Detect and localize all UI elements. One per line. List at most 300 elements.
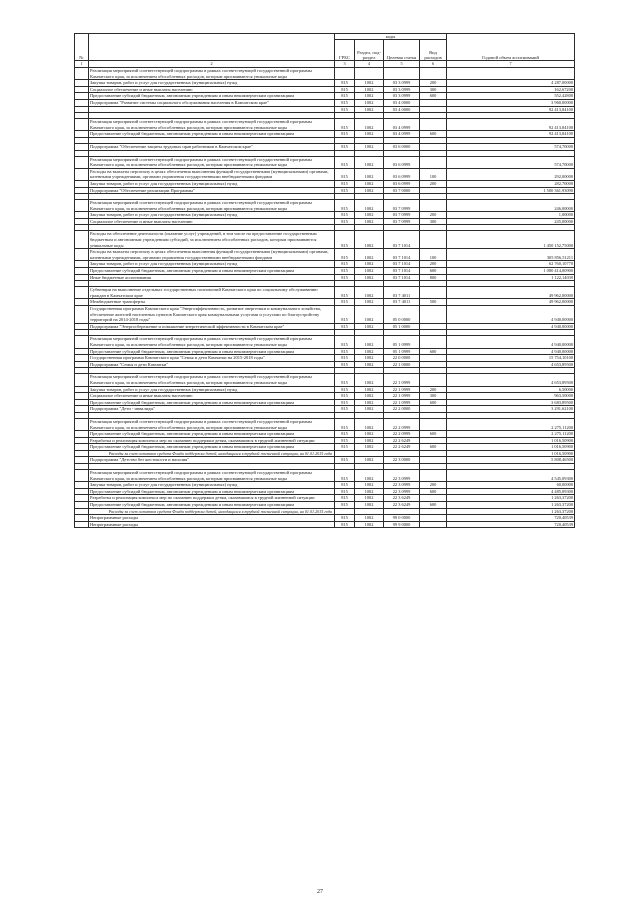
grbs-cell: 815 bbox=[335, 444, 355, 451]
table-row bbox=[75, 393, 575, 400]
grbs-cell: 815 bbox=[335, 86, 355, 93]
target-cell: 03 6 0000 bbox=[384, 143, 420, 150]
grbs-cell: 815 bbox=[335, 482, 355, 489]
section-cell: 1002 bbox=[355, 482, 384, 489]
amount-cell: 1 450 152,75000 bbox=[447, 231, 575, 249]
row-name-cell: Предоставление субсидий бюджетным, автономным учреждениям и иным некоммерческим организациям bbox=[89, 348, 335, 355]
target-cell: 22 1 0999 bbox=[384, 374, 420, 386]
row-name-cell: Закупка товаров, работ и услуг для государственных (муниципальных) нужд bbox=[89, 386, 335, 393]
section-cell: 1002 bbox=[355, 406, 384, 413]
row-name-cell: Закупка товаров, работ и услуг для государственных (муниципальных) нужд bbox=[89, 212, 335, 219]
table-row bbox=[75, 418, 575, 430]
amount-cell: 574,70000 bbox=[447, 156, 575, 168]
grbs-cell: 815 bbox=[335, 80, 355, 87]
amount-cell: 4 287,00000 bbox=[447, 80, 575, 87]
amount-cell: 60,00000 bbox=[447, 482, 575, 489]
row-number-cell bbox=[75, 399, 89, 406]
target-cell: 03 7 4011 bbox=[384, 299, 420, 306]
amount-cell: 15 754,10100 bbox=[447, 355, 575, 362]
grbs-cell: 815 bbox=[335, 457, 355, 464]
table-row bbox=[75, 431, 575, 438]
table-row bbox=[75, 119, 575, 131]
target-cell: 03 3 0999 bbox=[384, 80, 420, 87]
row-name-cell: Предоставление субсидий бюджетным, автономным учреждениям и иным некоммерческим организациям bbox=[89, 268, 335, 275]
target-cell: 22 3 6249 bbox=[384, 502, 420, 509]
column-number: 6 bbox=[420, 61, 447, 68]
section-cell: 1002 bbox=[355, 249, 384, 261]
section-cell: 1002 bbox=[355, 355, 384, 362]
section-cell: 1002 bbox=[355, 156, 384, 168]
kind-cell bbox=[420, 306, 447, 324]
row-name-cell: Реализация мероприятий соответствующей подпрограммы в рамках соответствующей государственной программы Камчатского края, за исключением обособленных расходов, которым присваиваются уникальные коды bbox=[89, 68, 335, 80]
amount-cell bbox=[447, 68, 575, 80]
row-number-cell bbox=[75, 361, 89, 368]
note-row bbox=[75, 508, 575, 515]
table-row bbox=[75, 355, 575, 362]
target-cell: 03 6 0999 bbox=[384, 168, 420, 180]
column-number: 7 bbox=[447, 61, 575, 68]
section-cell: 1002 bbox=[355, 399, 384, 406]
kind-cell bbox=[420, 68, 447, 80]
table-row bbox=[75, 80, 575, 87]
grbs-cell: 815 bbox=[335, 355, 355, 362]
row-name-cell: Социальное обеспечение и иные выплаты населению bbox=[89, 218, 335, 225]
row-number-cell bbox=[75, 231, 89, 249]
page-number: 27 bbox=[317, 889, 323, 895]
row-name-cell: Подпрограмма "Дети - инвалиды" bbox=[89, 406, 335, 413]
target-cell: 03 3 0999 bbox=[384, 86, 420, 93]
grbs-cell: 815 bbox=[335, 180, 355, 187]
row-number-cell bbox=[75, 521, 89, 528]
section-cell: 1002 bbox=[355, 218, 384, 225]
row-name-cell: Социальное обеспечение и иные выплаты населению bbox=[89, 86, 335, 93]
section-cell: 1002 bbox=[355, 418, 384, 430]
note-cell bbox=[89, 508, 335, 515]
kind-cell: 300 bbox=[420, 86, 447, 93]
row-number-cell bbox=[75, 106, 89, 113]
kind-cell: 600 bbox=[420, 502, 447, 509]
target-cell: 22 3 6249 bbox=[384, 495, 420, 502]
column-number: 1 bbox=[75, 61, 89, 68]
section-cell: 1002 bbox=[355, 495, 384, 502]
target-cell: 03 7 0999 bbox=[384, 218, 420, 225]
table-row bbox=[75, 93, 575, 100]
row-name-cell: Государственная программа Камчатского края "Энергоэффективность, развитие энергетики и коммунального хозяйства, обеспечение жителей населенных пунктов Камчатского края коммунальными услугами и услугами по благоустройству территорий на 2014-2018 годы" bbox=[89, 306, 335, 324]
kind-cell: 200 bbox=[420, 80, 447, 87]
amount-cell: 552,42800 bbox=[447, 93, 575, 100]
target-cell: 03 4 0000 bbox=[384, 99, 420, 106]
kind-cell bbox=[420, 450, 447, 457]
target-cell: 03 4 0999 bbox=[384, 119, 420, 131]
table-row bbox=[75, 437, 575, 444]
grbs-cell: 815 bbox=[335, 131, 355, 138]
section-cell: 1002 bbox=[355, 457, 384, 464]
table-row bbox=[75, 399, 575, 406]
amount-cell: 1 500 361,93090 bbox=[447, 187, 575, 194]
grbs-cell: 815 bbox=[335, 187, 355, 194]
row-number-cell bbox=[75, 437, 89, 444]
row-number-cell bbox=[75, 306, 89, 324]
section-cell: 1002 bbox=[355, 431, 384, 438]
kind-cell bbox=[420, 495, 447, 502]
target-cell: 22 2 0999 bbox=[384, 418, 420, 430]
section-cell: 1002 bbox=[355, 200, 384, 212]
table-row bbox=[75, 287, 575, 299]
table-row bbox=[75, 156, 575, 168]
section-cell: 1002 bbox=[355, 80, 384, 87]
row-number-cell bbox=[75, 180, 89, 187]
column-numbers-row bbox=[75, 61, 575, 68]
row-name-cell: Расходы на выплаты персоналу в целях обеспечения выполнения функций государственными (муниципальными) органами, казенными учреждениями, органами управления государственными внебюджетными фондами bbox=[89, 249, 335, 261]
kind-cell: 200 bbox=[420, 386, 447, 393]
grbs-cell: 815 bbox=[335, 488, 355, 495]
table-row bbox=[75, 488, 575, 495]
grbs-cell: 815 bbox=[335, 200, 355, 212]
section-cell: 1002 bbox=[355, 374, 384, 386]
row-number-cell bbox=[75, 406, 89, 413]
row-number-cell bbox=[75, 200, 89, 212]
kind-cell bbox=[420, 323, 447, 330]
section-cell bbox=[355, 68, 384, 80]
amount-cell: 4 940,00000 bbox=[447, 323, 575, 330]
grbs-cell: 815 bbox=[335, 521, 355, 528]
kind-cell: 200 bbox=[420, 482, 447, 489]
table-row bbox=[75, 180, 575, 187]
grbs-cell bbox=[335, 508, 355, 515]
table-row bbox=[75, 406, 575, 413]
amount-cell: 1,00000 bbox=[447, 212, 575, 219]
row-number-cell bbox=[75, 218, 89, 225]
target-cell bbox=[384, 508, 420, 515]
kind-cell bbox=[420, 437, 447, 444]
budget-sheet bbox=[74, 33, 574, 528]
amount-cell: 4 653,89500 bbox=[447, 374, 575, 386]
amount-cell: 1 016,50900 bbox=[447, 444, 575, 451]
kind-cell: 800 bbox=[420, 274, 447, 281]
target-cell: 22 0 0000 bbox=[384, 355, 420, 362]
row-number-cell bbox=[75, 457, 89, 464]
row-name-cell: Реализация мероприятий соответствующей подпрограммы в рамках соответствующей государственной программы Камчатского края, за исключением обособленных расходов, которым присваиваются уникальные коды bbox=[89, 336, 335, 348]
row-name-cell: Предоставление субсидий бюджетным, автономным учреждениям и иным некоммерческим организациям bbox=[89, 502, 335, 509]
note-text: Расходы за счет остатков средств Фонда поддержки детей, находящихся в трудной жизненной ситуации, на 01.01.2015 года bbox=[108, 509, 332, 515]
row-name-cell: Межбюджетные трансферты bbox=[89, 299, 335, 306]
row-number-cell bbox=[75, 508, 89, 515]
target-cell: 22 2 0999 bbox=[384, 431, 420, 438]
row-number-cell bbox=[75, 287, 89, 299]
table-row bbox=[75, 99, 575, 106]
row-number-cell bbox=[75, 495, 89, 502]
amount-cell: 92 413,84100 bbox=[447, 119, 575, 131]
kind-cell bbox=[420, 99, 447, 106]
table-row bbox=[75, 482, 575, 489]
row-number-cell bbox=[75, 482, 89, 489]
grbs-cell: 815 bbox=[335, 515, 355, 522]
amount-cell: 2 275,11200 bbox=[447, 418, 575, 430]
section-cell: 1002 bbox=[355, 261, 384, 268]
amount-cell: 4 653,89500 bbox=[447, 361, 575, 368]
row-name-cell: Разработка и реализация комплекса мер по оказанию поддержки детям, оказавшимся в трудной жизненной ситуации bbox=[89, 495, 335, 502]
row-number-cell bbox=[75, 386, 89, 393]
table-row bbox=[75, 86, 575, 93]
table-row bbox=[75, 274, 575, 281]
target-cell: 22 1 0999 bbox=[384, 386, 420, 393]
row-number-cell bbox=[75, 323, 89, 330]
column-number: 4 bbox=[355, 61, 384, 68]
row-name-cell: Реализация мероприятий соответствующей подпрограммы в рамках соответствующей государственной программы Камчатского края, за исключением обособленных расходов, которым присваиваются уникальные коды bbox=[89, 470, 335, 482]
grbs-cell: 815 bbox=[335, 218, 355, 225]
row-number-cell bbox=[75, 470, 89, 482]
grbs-cell bbox=[335, 68, 355, 80]
row-name-cell: Реализация мероприятий соответствующей подпрограммы в рамках соответствующей государственной программы Камчатского края, за исключением обособленных расходов, которым присваиваются уникальные коды bbox=[89, 119, 335, 131]
amount-cell: 963,50000 bbox=[447, 393, 575, 400]
grbs-cell: 815 bbox=[335, 336, 355, 348]
amount-cell: 6,50000 bbox=[447, 386, 575, 393]
row-number-cell bbox=[75, 450, 89, 457]
amount-cell: 3 960,00000 bbox=[447, 99, 575, 106]
kind-cell: 600 bbox=[420, 93, 447, 100]
target-cell: 22 2 0000 bbox=[384, 406, 420, 413]
col-header-amount: Годовой объем ассигнований bbox=[447, 34, 575, 61]
target-cell: 03 7 1014 bbox=[384, 268, 420, 275]
grbs-cell: 815 bbox=[335, 168, 355, 180]
target-cell bbox=[384, 68, 420, 80]
row-name-cell: Реализация мероприятий соответствующей подпрограммы в рамках соответствующей государственной программы Камчатского края, за исключением обособленных расходов, которым присваиваются уникальные коды bbox=[89, 156, 335, 168]
grbs-cell: 815 bbox=[335, 261, 355, 268]
grbs-cell: 815 bbox=[335, 495, 355, 502]
amount-cell: 5 808,46500 bbox=[447, 457, 575, 464]
row-number-cell bbox=[75, 418, 89, 430]
row-number-cell bbox=[75, 86, 89, 93]
target-cell: 03 7 1014 bbox=[384, 274, 420, 281]
grbs-cell: 815 bbox=[335, 99, 355, 106]
kind-cell bbox=[420, 508, 447, 515]
section-cell: 1002 bbox=[355, 437, 384, 444]
table-row bbox=[75, 306, 575, 324]
kind-cell: 300 bbox=[420, 218, 447, 225]
table-row bbox=[75, 261, 575, 268]
kind-cell: 200 bbox=[420, 180, 447, 187]
section-cell: 1002 bbox=[355, 287, 384, 299]
section-cell: 1002 bbox=[355, 231, 384, 249]
amount-cell: 305 856,51211 bbox=[447, 249, 575, 261]
section-cell bbox=[355, 508, 384, 515]
section-cell: 1002 bbox=[355, 444, 384, 451]
section-cell: 1002 bbox=[355, 99, 384, 106]
row-name-cell: Подпрограмма "Обеспечение защиты трудовых прав работников в Камчатском крае" bbox=[89, 143, 335, 150]
target-cell: 99 9 0000 bbox=[384, 521, 420, 528]
table-row bbox=[75, 249, 575, 261]
grbs-cell: 815 bbox=[335, 431, 355, 438]
row-number-cell bbox=[75, 336, 89, 348]
row-name-cell: Реализация мероприятий соответствующей подпрограммы в рамках соответствующей государственной программы Камчатского края, за исключением обособленных расходов, которым присваиваются уникальные коды bbox=[89, 418, 335, 430]
amount-cell: 1 263,37200 bbox=[447, 495, 575, 502]
kind-cell: 600 bbox=[420, 444, 447, 451]
grbs-cell: 815 bbox=[335, 156, 355, 168]
kind-cell bbox=[420, 156, 447, 168]
note-text: Расходы за счет остатков средств Фонда поддержки детей, находящихся в трудной жизненной ситуации, на 01.01.2015 года bbox=[108, 451, 332, 457]
row-number-cell bbox=[75, 249, 89, 261]
table-row bbox=[75, 457, 575, 464]
target-cell: 03 3 0999 bbox=[384, 93, 420, 100]
row-number-cell bbox=[75, 393, 89, 400]
section-cell: 1002 bbox=[355, 131, 384, 138]
kind-cell: 600 bbox=[420, 431, 447, 438]
section-cell: 1002 bbox=[355, 86, 384, 93]
amount-cell: 92 413,84100 bbox=[447, 131, 575, 138]
section-cell: 1002 bbox=[355, 306, 384, 324]
grbs-cell: 815 bbox=[335, 393, 355, 400]
row-number-cell bbox=[75, 502, 89, 509]
row-number-cell bbox=[75, 348, 89, 355]
row-number-cell bbox=[75, 261, 89, 268]
target-cell: 05 0 0000 bbox=[384, 306, 420, 324]
kind-cell bbox=[420, 361, 447, 368]
target-cell: 05 1 0999 bbox=[384, 348, 420, 355]
target-cell: 22 2 6249 bbox=[384, 437, 420, 444]
row-number-cell bbox=[75, 143, 89, 150]
kind-cell bbox=[420, 374, 447, 386]
table-row bbox=[75, 231, 575, 249]
kind-cell bbox=[420, 406, 447, 413]
amount-cell: 49 962,00000 bbox=[447, 299, 575, 306]
target-cell: 03 7 1014 bbox=[384, 231, 420, 249]
target-cell: 22 3 0999 bbox=[384, 470, 420, 482]
col-header-no: № bbox=[75, 34, 89, 61]
target-cell: 22 3 0999 bbox=[384, 482, 420, 489]
amount-cell: 245,00000 bbox=[447, 218, 575, 225]
table-row bbox=[75, 212, 575, 219]
grbs-cell: 815 bbox=[335, 470, 355, 482]
grbs-cell: 815 bbox=[335, 299, 355, 306]
grbs-cell: 815 bbox=[335, 231, 355, 249]
row-name-cell: Государственная программа Камчатского края "Семья и дети Камчатки на 2015-2018 годы" bbox=[89, 355, 335, 362]
section-cell: 1002 bbox=[355, 515, 384, 522]
grbs-cell: 815 bbox=[335, 323, 355, 330]
kind-cell: 100 bbox=[420, 168, 447, 180]
row-name-cell: Подпрограмма "Обеспечение реализации Программы" bbox=[89, 187, 335, 194]
table-row bbox=[75, 361, 575, 368]
row-number-cell bbox=[75, 80, 89, 87]
target-cell: 03 6 0999 bbox=[384, 156, 420, 168]
row-name-cell: Предоставление субсидий бюджетным, автономным учреждениям и иным некоммерческим организациям bbox=[89, 399, 335, 406]
table-row bbox=[75, 515, 575, 522]
section-cell bbox=[355, 450, 384, 457]
section-cell: 1002 bbox=[355, 119, 384, 131]
kind-cell bbox=[420, 187, 447, 194]
budget-table bbox=[74, 33, 575, 528]
row-number-cell bbox=[75, 119, 89, 131]
row-name-cell: Подпрограмма "Детство без жестокости и насилия" bbox=[89, 457, 335, 464]
row-number-cell bbox=[75, 156, 89, 168]
target-cell: 03 7 0999 bbox=[384, 200, 420, 212]
col-header-codes: коды bbox=[335, 34, 447, 40]
kind-cell bbox=[420, 231, 447, 249]
row-number-cell bbox=[75, 68, 89, 80]
target-cell: 03 4 0999 bbox=[384, 131, 420, 138]
target-cell: 22 2 6249 bbox=[384, 444, 420, 451]
row-name-cell: Закупка товаров, работ и услуг для государственных (муниципальных) нужд bbox=[89, 482, 335, 489]
grbs-cell: 815 bbox=[335, 93, 355, 100]
table-row bbox=[75, 187, 575, 194]
section-cell: 1002 bbox=[355, 187, 384, 194]
amount-cell: 246,00000 bbox=[447, 200, 575, 212]
kind-cell bbox=[420, 418, 447, 430]
table-row bbox=[75, 200, 575, 212]
row-name-cell: Подпрограмма "Развитие системы социального обслуживания населения в Камчатском крае" bbox=[89, 99, 335, 106]
row-name-cell: Подпрограмма "Энергосбережение и повышение энергетической эффективности в Камчатском крае" bbox=[89, 323, 335, 330]
kind-cell bbox=[420, 515, 447, 522]
column-number: 3 bbox=[335, 61, 355, 68]
row-name-cell: Непрограммные расходы bbox=[89, 521, 335, 528]
grbs-cell: 815 bbox=[335, 502, 355, 509]
grbs-cell: 815 bbox=[335, 437, 355, 444]
kind-cell bbox=[420, 119, 447, 131]
table-row bbox=[75, 268, 575, 275]
kind-cell bbox=[420, 287, 447, 299]
target-cell: 03 6 0999 bbox=[384, 180, 420, 187]
grbs-cell: 815 bbox=[335, 274, 355, 281]
row-name-cell: Предоставление субсидий бюджетным, автономным учреждениям и иным некоммерческим организациям bbox=[89, 444, 335, 451]
amount-cell: 4 940,00000 bbox=[447, 306, 575, 324]
row-name-cell bbox=[89, 106, 335, 113]
table-row bbox=[75, 168, 575, 180]
kind-cell bbox=[420, 106, 447, 113]
target-cell: 22 1 0000 bbox=[384, 361, 420, 368]
amount-cell: 1 263,37200 bbox=[447, 502, 575, 509]
amount-cell: 4 545,09300 bbox=[447, 470, 575, 482]
row-number-cell bbox=[75, 274, 89, 281]
amount-cell: 574,70000 bbox=[447, 143, 575, 150]
row-name-cell: Предоставление субсидий бюджетным, автономным учреждениям и иным некоммерческим организациям bbox=[89, 488, 335, 495]
table-row bbox=[75, 68, 575, 80]
row-name-cell: Реализация мероприятий соответствующей подпрограммы в рамках соответствующей государственной программы Камчатского края, за исключением обособленных расходов, которым присваиваются уникальные коды bbox=[89, 200, 335, 212]
row-number-cell bbox=[75, 168, 89, 180]
row-name-cell: Непрограммные расходы bbox=[89, 515, 335, 522]
row-name-cell: Расходы на выплаты персоналу в целях обеспечения выполнения функций государственными (муниципальными) органами, казенными учреждениями, органами управления государственными внебюджетными фондами bbox=[89, 168, 335, 180]
amount-cell: 1 263,37200 bbox=[447, 508, 575, 515]
target-cell: 22 1 0999 bbox=[384, 399, 420, 406]
row-name-cell: Закупка товаров, работ и услуг для государственных (муниципальных) нужд bbox=[89, 80, 335, 87]
amount-cell: 92 413,84100 bbox=[447, 106, 575, 113]
row-name-cell: Предоставление субсидий бюджетным, автономным учреждениям и иным некоммерческим организациям bbox=[89, 431, 335, 438]
section-cell: 1002 bbox=[355, 299, 384, 306]
section-cell: 1002 bbox=[355, 274, 384, 281]
section-cell: 1002 bbox=[355, 348, 384, 355]
row-number-cell bbox=[75, 93, 89, 100]
grbs-cell: 815 bbox=[335, 287, 355, 299]
table-row bbox=[75, 374, 575, 386]
row-number-cell bbox=[75, 131, 89, 138]
row-name-cell: Иные бюджетные ассигнования bbox=[89, 274, 335, 281]
amount-cell: 4 485,09300 bbox=[447, 488, 575, 495]
grbs-cell: 815 bbox=[335, 143, 355, 150]
table-row bbox=[75, 131, 575, 138]
table-row bbox=[75, 299, 575, 306]
grbs-cell: 815 bbox=[335, 386, 355, 393]
table-row bbox=[75, 323, 575, 330]
amount-cell: 1 122,14039 bbox=[447, 274, 575, 281]
kind-cell bbox=[420, 457, 447, 464]
grbs-cell: 815 bbox=[335, 361, 355, 368]
kind-cell bbox=[420, 336, 447, 348]
grbs-cell: 815 bbox=[335, 399, 355, 406]
row-number-cell bbox=[75, 374, 89, 386]
section-cell: 1002 bbox=[355, 361, 384, 368]
amount-cell: 292,00000 bbox=[447, 168, 575, 180]
section-cell: 1002 bbox=[355, 323, 384, 330]
row-name-cell: Предоставление субсидий бюджетным, автономным учреждениям и иным некоммерческим организациям bbox=[89, 93, 335, 100]
target-cell: 03 7 1014 bbox=[384, 249, 420, 261]
